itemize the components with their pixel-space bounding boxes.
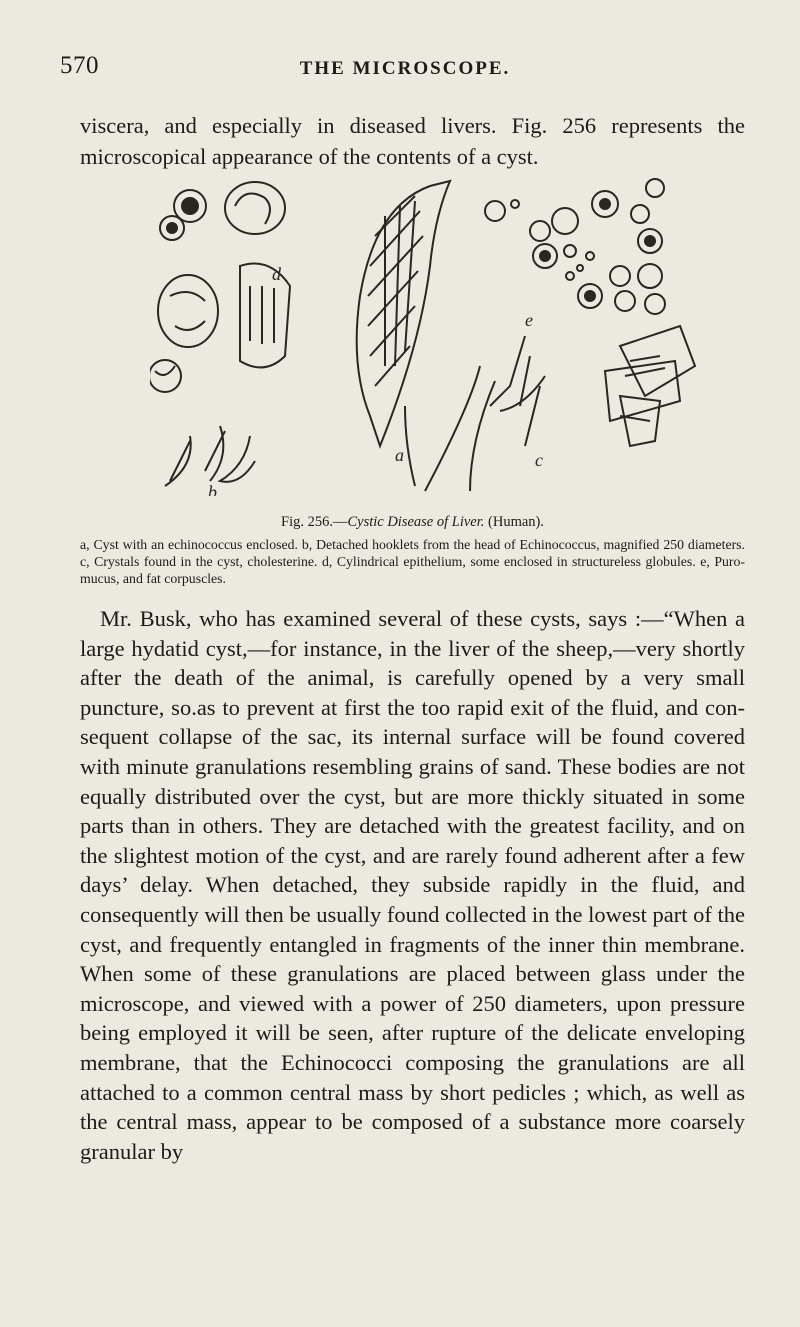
running-title: THE MICROSCOPE.: [299, 58, 511, 79]
intro-paragraph: viscera, and especially in diseased livers. Fig. 256 represents the microscopical appearance of the contents of a cyst.: [80, 113, 745, 169]
figure-label-e: e: [525, 310, 533, 330]
cyst-illustration: [150, 176, 710, 496]
figure-label-b: b: [208, 482, 217, 496]
page-header: [60, 52, 750, 86]
echinococcus-cyst-group: [357, 181, 495, 491]
figure-number: Fig. 256.: [281, 514, 333, 530]
figure-note: (Human).: [488, 514, 544, 530]
corpuscles-group: [485, 179, 665, 314]
body-paragraph: Mr. Busk, who has examined several of these cysts, says :—“When a large hydatid cyst,—for instance, in the liver of the sheep,—very shortly after the death of the animal, is carefully opened by a very small puncture, so.as to prevent at first the too rapid exit of the fluid, and consequent collapse of the sac, its internal surface will be found covered with minute granulations resembling grains of sand. These bodies are not equally distributed over the cyst, but are more thickly situated in some parts than in others. They are detached with the greatest facility, and on the slightest motion of the cyst, and are rarely found adherent after a few days’ delay. When detached, they subside rapidly in the fluid, and consequently will then be usually found collected in the lowest part of the cyst, and frequently entangled in fragments of the inner thin membrane. When some of these granulations are placed between glass under the microscope, and viewed with a power of 250 diameters, upon pressure being employed it will be seen, after rupture of the delicate enveloping membrane, that the Echinococci composing the granulations are all attached to a common central mass by short pedicles ; which, as well as the central mass, appear to be composed of a substance more coarsely granular by: [80, 606, 745, 1164]
cholesterine-crystals-group: [490, 326, 695, 446]
figure-label-a: a: [395, 445, 404, 465]
figure-label-c: c: [535, 450, 543, 470]
figure-title: Cystic Disease of Liver.: [347, 514, 485, 530]
figure-legend: a, Cyst with an echinococcus enclosed. b, Detached hooklets from the head of Echinococcus, magnified 250 diameters. c, Crystals found in the cyst, cholesterine. d, Cylindrical epithelium, some enclosed in structureless globules. e, Puro-mucus, and fat corpuscles.: [80, 537, 745, 586]
page-number: 570: [60, 52, 99, 79]
epithelium-globules-group: [150, 182, 290, 486]
figure-caption: Fig. 256.—Cystic Disease of Liver. (Human).: [281, 514, 544, 530]
figure-label-d: d: [272, 264, 281, 284]
figure-illustration: [150, 176, 710, 496]
